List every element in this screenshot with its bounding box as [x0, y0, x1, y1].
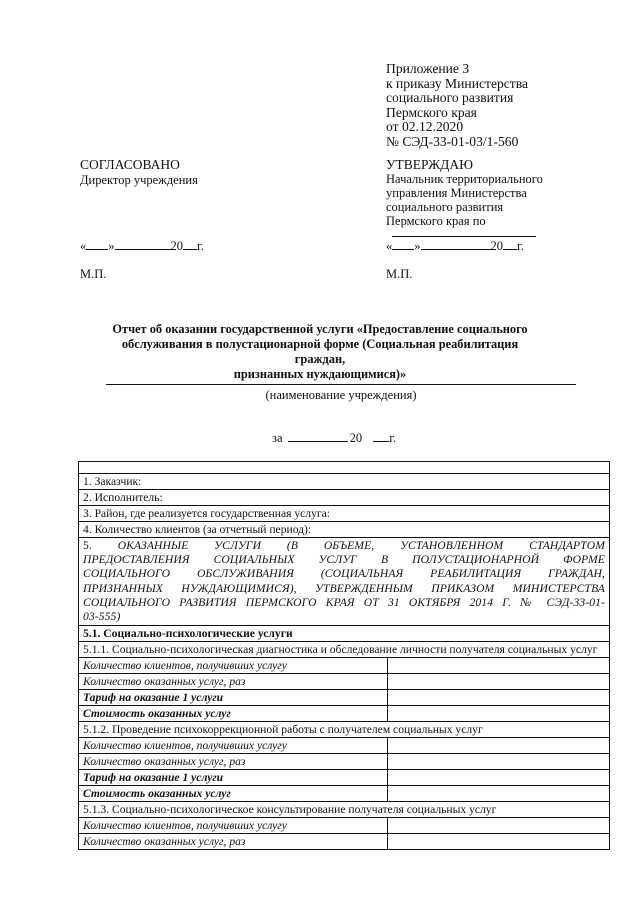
- services-num: 5.: [83, 539, 92, 552]
- table-cell: [79, 462, 610, 474]
- table-row: [79, 722, 610, 738]
- table-row: [79, 462, 610, 474]
- report-period: [272, 430, 396, 446]
- section-heading: 5.1. Социально-психологические услуги: [79, 626, 610, 642]
- report-title: [100, 322, 540, 382]
- report-table: [78, 461, 610, 850]
- services-line: 03-555): [83, 610, 121, 624]
- date-quote-open: «: [80, 239, 87, 253]
- approve-line: Начальник территориального: [386, 172, 543, 186]
- report-title-line: признанных нуждающимися)»: [233, 367, 407, 381]
- row-label: Количество клиентов, получивших услугу: [79, 738, 388, 754]
- date-suffix: г.: [197, 239, 204, 253]
- table-row: [79, 818, 610, 834]
- table-row: [79, 786, 610, 802]
- district-cell[interactable]: 3. Район, где реализуется государственная услуга:: [79, 506, 610, 522]
- period-prefix: за: [272, 431, 283, 445]
- services-line: СОЦИАЛЬНОГО ОБСЛУЖИВАНИЯ (СОЦИАЛЬНАЯ РЕАБИЛИТАЦИЯ ГРАЖДАН,: [83, 567, 605, 581]
- table-row: [79, 802, 610, 818]
- approve-line: социального развития: [386, 200, 504, 214]
- approve-line: управления Министерства: [386, 186, 527, 200]
- date-year-blank[interactable]: [503, 238, 517, 250]
- service-title: 5.1.1. Социально-психологическая диагностика и обследование личности получателя социальных услуг: [79, 642, 610, 658]
- table-row: [79, 770, 610, 786]
- institution-name-line[interactable]: [106, 384, 576, 385]
- annex-line: № СЭД-33-01-03/1-560: [386, 133, 519, 149]
- date-day-blank[interactable]: [86, 238, 108, 250]
- date-quote-close: »: [108, 239, 115, 253]
- service-title: 5.1.3. Социально-психологическое консультирование получателя социальных услуг: [79, 802, 610, 818]
- date-year: 20: [170, 239, 183, 253]
- date-day-blank[interactable]: [392, 238, 414, 250]
- row-label: Количество оказанных услуг, раз: [79, 674, 388, 690]
- table-row: [79, 538, 610, 626]
- table-row: [79, 490, 610, 506]
- table-row: [79, 754, 610, 770]
- annex-line: Пермского края: [386, 104, 477, 120]
- customer-cell[interactable]: 1. Заказчик:: [79, 474, 610, 490]
- row-label: Стоимость оказанных услуг: [79, 786, 388, 802]
- table-row: [79, 738, 610, 754]
- value-cell[interactable]: [388, 754, 610, 770]
- table-row: [79, 642, 610, 658]
- services-line: ПРЕДОСТАВЛЕНИЯ СОЦИАЛЬНЫХ УСЛУГ В ПОЛУСТАЦИОНАРНОЙ ФОРМЕ: [83, 553, 605, 567]
- approve-title: УТВЕРЖДАЮ: [386, 157, 474, 172]
- approve-position: [386, 172, 596, 228]
- period-suffix: г.: [389, 431, 397, 445]
- approve-date: [386, 238, 524, 253]
- table-row: [79, 834, 610, 850]
- value-cell[interactable]: [388, 690, 610, 706]
- report-title-line: обслуживания в полустационарной форме (Социальная реабилитация граждан,: [121, 337, 519, 366]
- executor-cell[interactable]: 2. Исполнитель:: [79, 490, 610, 506]
- table-row: [79, 706, 610, 722]
- services-line: ПРИЗНАННЫХ НУЖДАЮЩИМИСЯ), УТВЕРЖДЕННЫМ ПРИКАЗОМ МИНИСТЕРСТВА: [83, 581, 605, 595]
- date-suffix: г.: [517, 239, 524, 253]
- annex-line: от 02.12.2020: [386, 119, 464, 134]
- approve-stamp: М.П.: [386, 267, 413, 281]
- agreed-date: [80, 238, 204, 253]
- table-row: [79, 674, 610, 690]
- date-month-blank[interactable]: [115, 238, 171, 250]
- date-month-blank[interactable]: [421, 238, 491, 250]
- value-cell[interactable]: [388, 674, 610, 690]
- clients-count-cell[interactable]: 4. Количество клиентов (за отчетный период):: [79, 522, 610, 538]
- annex-line: социального развития: [386, 90, 514, 105]
- period-year-blank[interactable]: [373, 430, 389, 442]
- table-row: [79, 658, 610, 674]
- row-label: Тариф на оказание 1 услуги: [79, 690, 388, 706]
- value-cell[interactable]: [388, 770, 610, 786]
- annex-header: [386, 62, 626, 149]
- value-cell[interactable]: [388, 658, 610, 674]
- table-row: [79, 506, 610, 522]
- date-year: 20: [490, 239, 503, 253]
- service-title: 5.1.2. Проведение психокоррекционной работы с получателем социальных услуг: [79, 722, 610, 738]
- value-cell[interactable]: [388, 706, 610, 722]
- services-line: СОЦИАЛЬНОГО РАЗВИТИЯ ПЕРМСКОГО КРАЯ ОТ 31 ОКТЯБРЯ 2014 Г. № СЭД-33-01-: [83, 595, 605, 609]
- agreed-stamp: М.П.: [80, 267, 107, 281]
- annex-line: Приложение 3: [386, 61, 470, 76]
- institution-caption: (наименование учреждения): [265, 388, 417, 402]
- annex-line: к приказу Министерства: [386, 75, 529, 91]
- row-label: Количество оказанных услуг, раз: [79, 754, 388, 770]
- report-title-line: Отчет об оказании государственной услуги «Предоставление социального: [112, 322, 528, 336]
- row-label: Тариф на оказание 1 услуги: [79, 770, 388, 786]
- table-row: [79, 690, 610, 706]
- value-cell[interactable]: [388, 738, 610, 754]
- table-row: [79, 474, 610, 490]
- agreed-title: СОГЛАСОВАНО: [80, 157, 180, 172]
- row-label: Стоимость оказанных услуг: [79, 706, 388, 722]
- date-quote-close: »: [414, 239, 421, 253]
- value-cell[interactable]: [388, 818, 610, 834]
- services-header-cell: [79, 538, 610, 626]
- services-line: ОКАЗАННЫЕ УСЛУГИ (В ОБЪЕМЕ, УСТАНОВЛЕННОМ СТАНДАРТОМ: [117, 539, 606, 552]
- period-year: 20: [349, 431, 363, 445]
- date-quote-open: «: [386, 239, 393, 253]
- value-cell[interactable]: [388, 786, 610, 802]
- agreed-position: Директор учреждения: [80, 173, 198, 187]
- row-label: Количество клиентов, получивших услугу: [79, 658, 388, 674]
- date-year-blank[interactable]: [183, 238, 197, 250]
- row-label: Количество оказанных услуг, раз: [79, 834, 388, 850]
- period-blank[interactable]: [288, 430, 348, 442]
- table-row: [79, 626, 610, 642]
- signature-line[interactable]: [392, 236, 536, 237]
- row-label: Количество клиентов, получивших услугу: [79, 818, 388, 834]
- table-row: [79, 522, 610, 538]
- value-cell[interactable]: [388, 834, 610, 850]
- approve-line: Пермского края по: [386, 214, 486, 228]
